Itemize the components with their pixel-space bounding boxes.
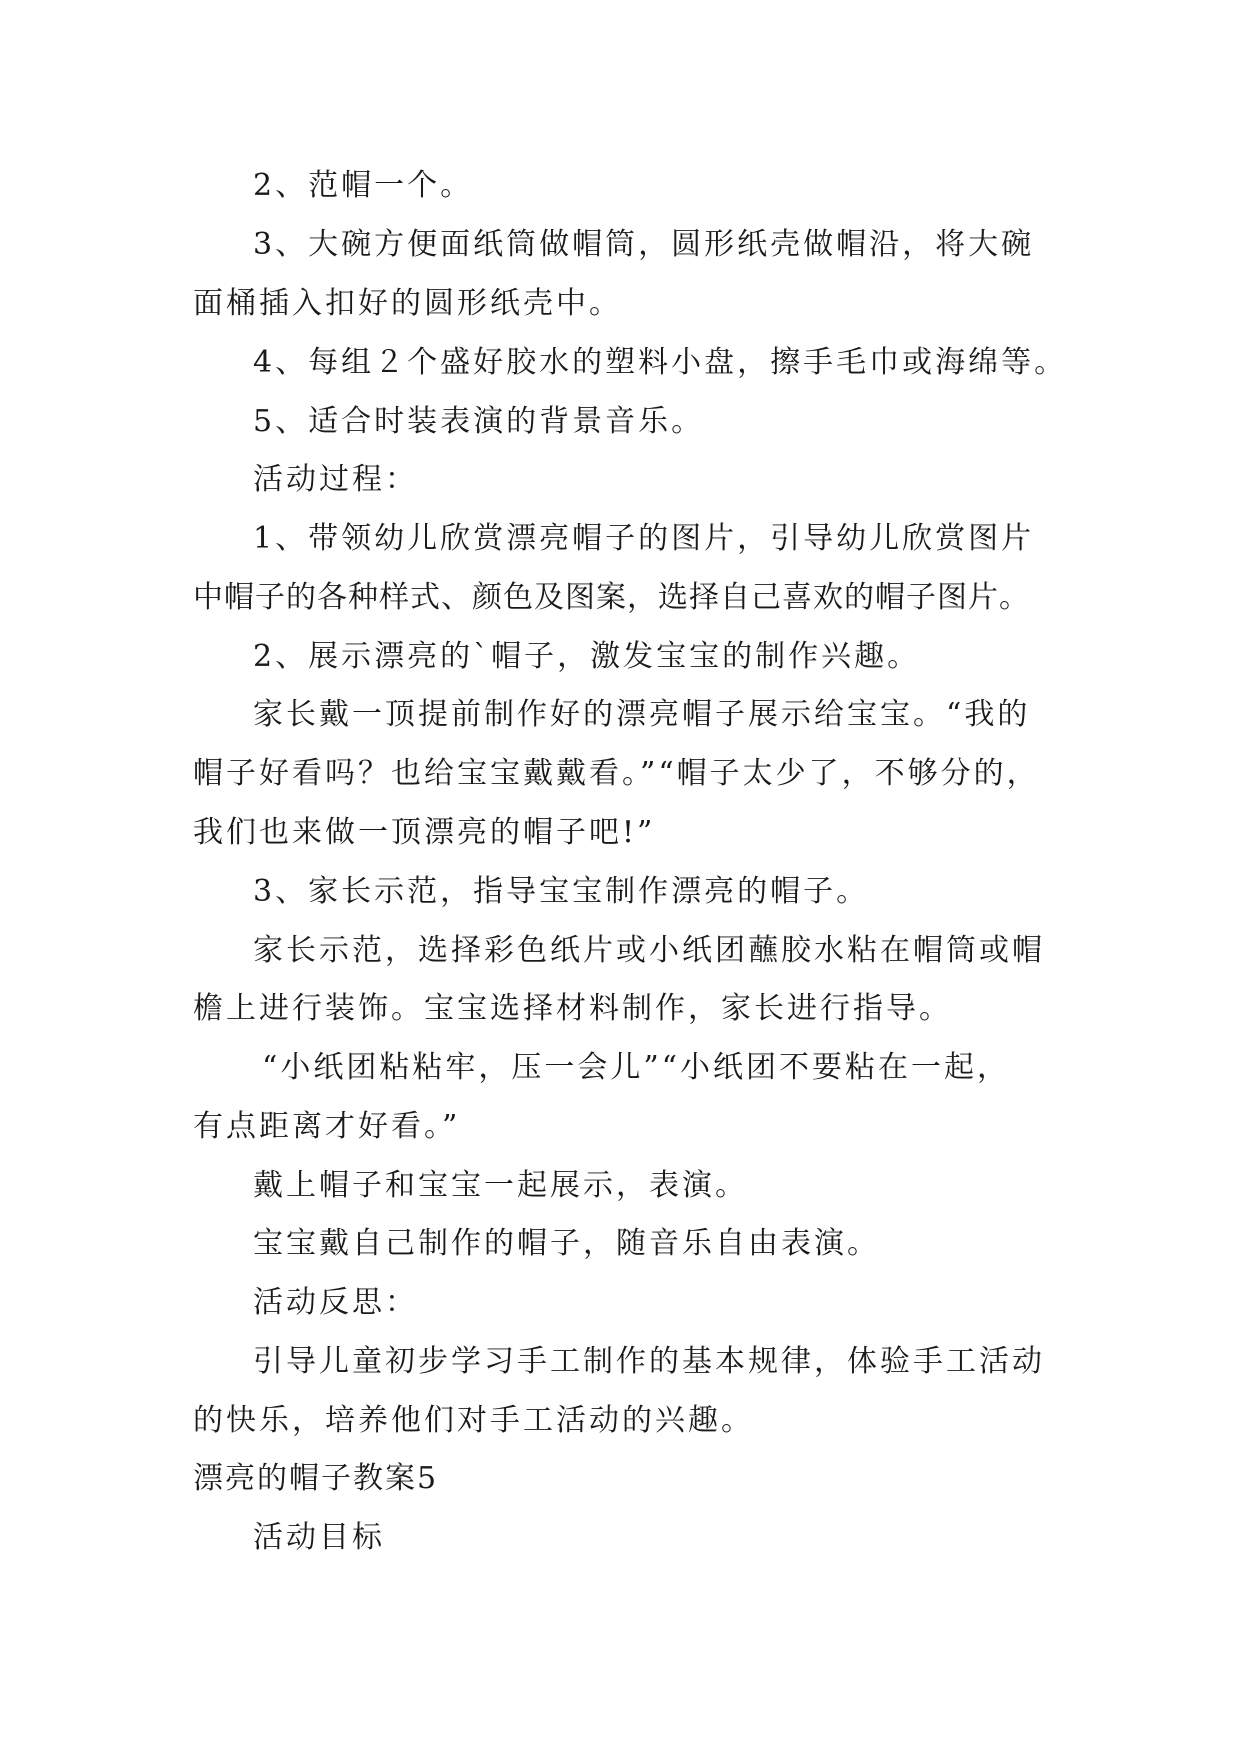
paragraph-line: 中帽子的各种样式、颜色及图案，选择自己喜欢的帽子图片。 (193, 580, 1030, 615)
paragraph-line: 家长示范，选择彩色纸片或小纸团蘸胶水粘在帽筒或帽 (253, 933, 1045, 968)
paragraph-line: 戴上帽子和宝宝一起展示，表演。 (253, 1168, 748, 1203)
section-heading: 漂亮的帽子教案5 (193, 1461, 439, 1496)
paragraph-line: 有点距离才好看。” (193, 1109, 461, 1144)
paragraph-line: 我们也来做一顶漂亮的帽子吧!” (193, 815, 656, 850)
paragraph-line: 家长戴一顶提前制作好的漂亮帽子展示给宝宝。“我的 (253, 697, 1031, 732)
paragraph-line: 1、带领幼儿欣赏漂亮帽子的图片，引导幼儿欣赏图片 (253, 521, 1035, 556)
paragraph-line: 3、大碗方便面纸筒做帽筒，圆形纸壳做帽沿，将大碗 (253, 227, 1035, 262)
section-label: 活动过程： (253, 462, 418, 497)
section-label: 活动反思： (253, 1285, 418, 1320)
paragraph-line: 引导儿童初步学习手工制作的基本规律，体验手工活动 (253, 1344, 1045, 1379)
paragraph-line: 檐上进行装饰。宝宝选择材料制作，家长进行指导。 (193, 991, 952, 1026)
paragraph-line: 5、适合时装表演的背景音乐。 (253, 404, 705, 439)
paragraph-line: “小纸团粘粘牢，压一会儿”“小纸团不要粘在一起， (262, 1050, 1011, 1085)
paragraph-line: 2、范帽一个。 (253, 168, 474, 203)
paragraph-line: 3、家长示范，指导宝宝制作漂亮的帽子。 (253, 874, 870, 909)
paragraph-line: 宝宝戴自己制作的帽子，随音乐自由表演。 (253, 1226, 880, 1261)
paragraph-line: 2、展示漂亮的`帽子，激发宝宝的制作兴趣。 (253, 639, 921, 674)
section-label: 活动目标 (253, 1520, 385, 1555)
paragraph-line: 帽子好看吗？也给宝宝戴戴看。”“帽子太少了，不够分的， (193, 756, 1040, 791)
paragraph-line: 的快乐，培养他们对手工活动的兴趣。 (193, 1403, 754, 1438)
paragraph-line: 面桶插入扣好的圆形纸壳中。 (193, 286, 622, 321)
paragraph-line: 4、每组２个盛好胶水的塑料小盘，擦手毛巾或海绵等。 (253, 345, 1068, 380)
